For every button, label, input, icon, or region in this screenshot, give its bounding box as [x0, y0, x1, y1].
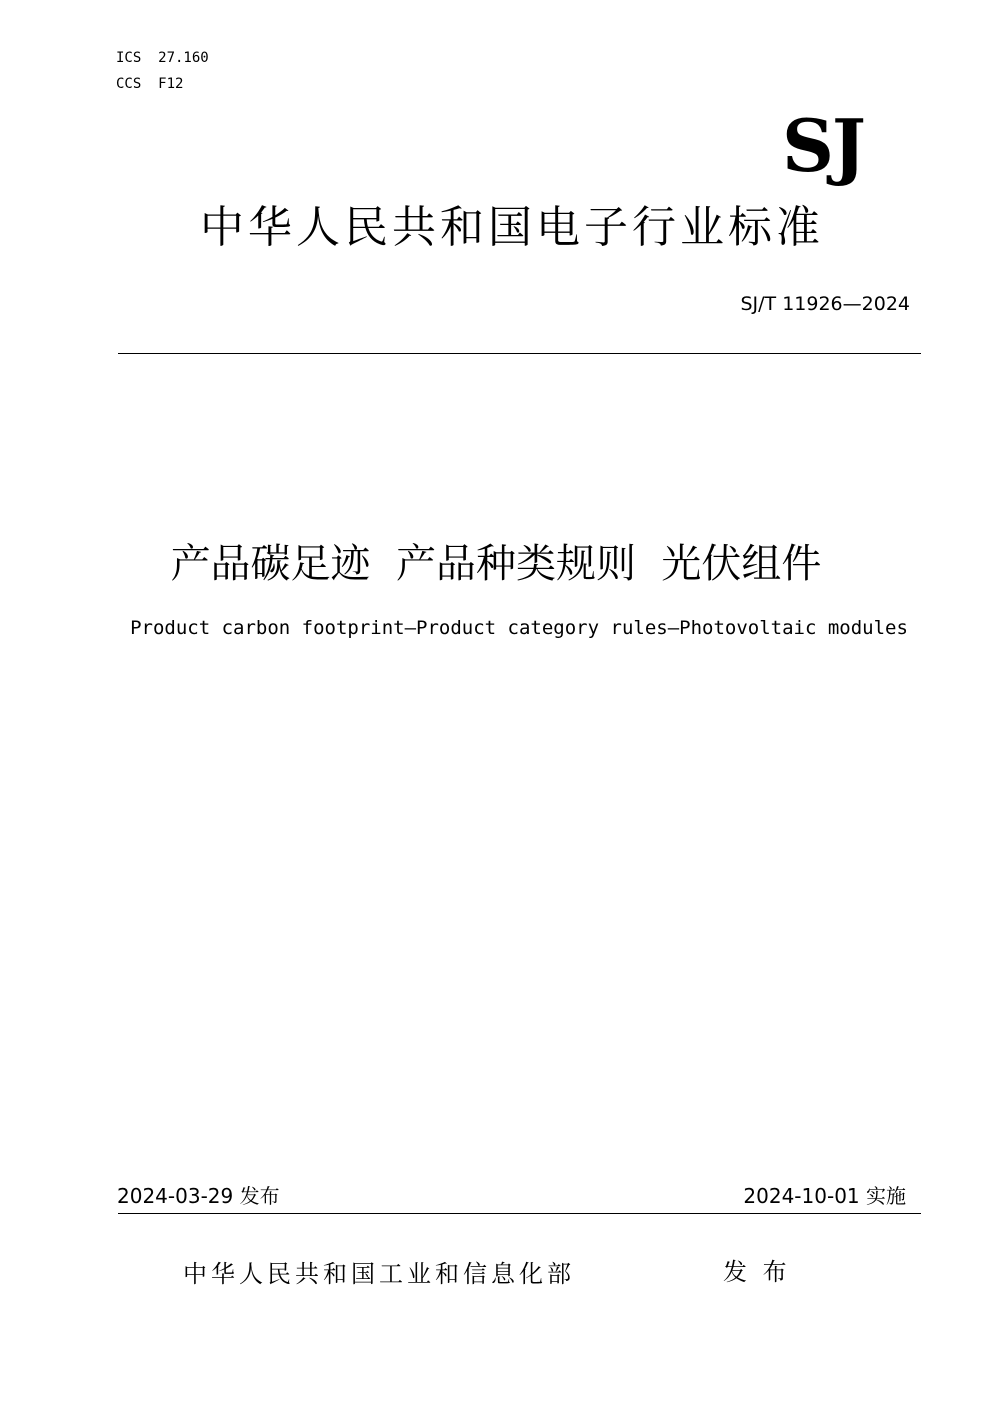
issuing-authority: 中华人民共和国工业和信息化部 — [183, 1260, 575, 1288]
ccs-code: CCS F12 — [116, 76, 184, 92]
bottom-divider — [118, 1213, 921, 1214]
ics-code: ICS 27.160 — [116, 50, 209, 66]
standard-category-title: 中华人民共和国电子行业标准 — [200, 202, 824, 253]
standard-number: SJ/T 11926—2024 — [740, 293, 910, 315]
document-title-english: Product carbon footprint—Product category rules—Photovoltaic modules — [130, 617, 908, 639]
sj-logo: SJ — [781, 103, 864, 188]
implementation-date: 2024-10-01 实施 — [743, 1184, 906, 1208]
issue-label: 发 布 — [723, 1258, 787, 1286]
document-title-chinese: 产品碳足迹 产品种类规则 光伏组件 — [170, 541, 822, 587]
top-divider — [118, 353, 921, 354]
publish-date: 2024-03-29 发布 — [117, 1184, 280, 1208]
